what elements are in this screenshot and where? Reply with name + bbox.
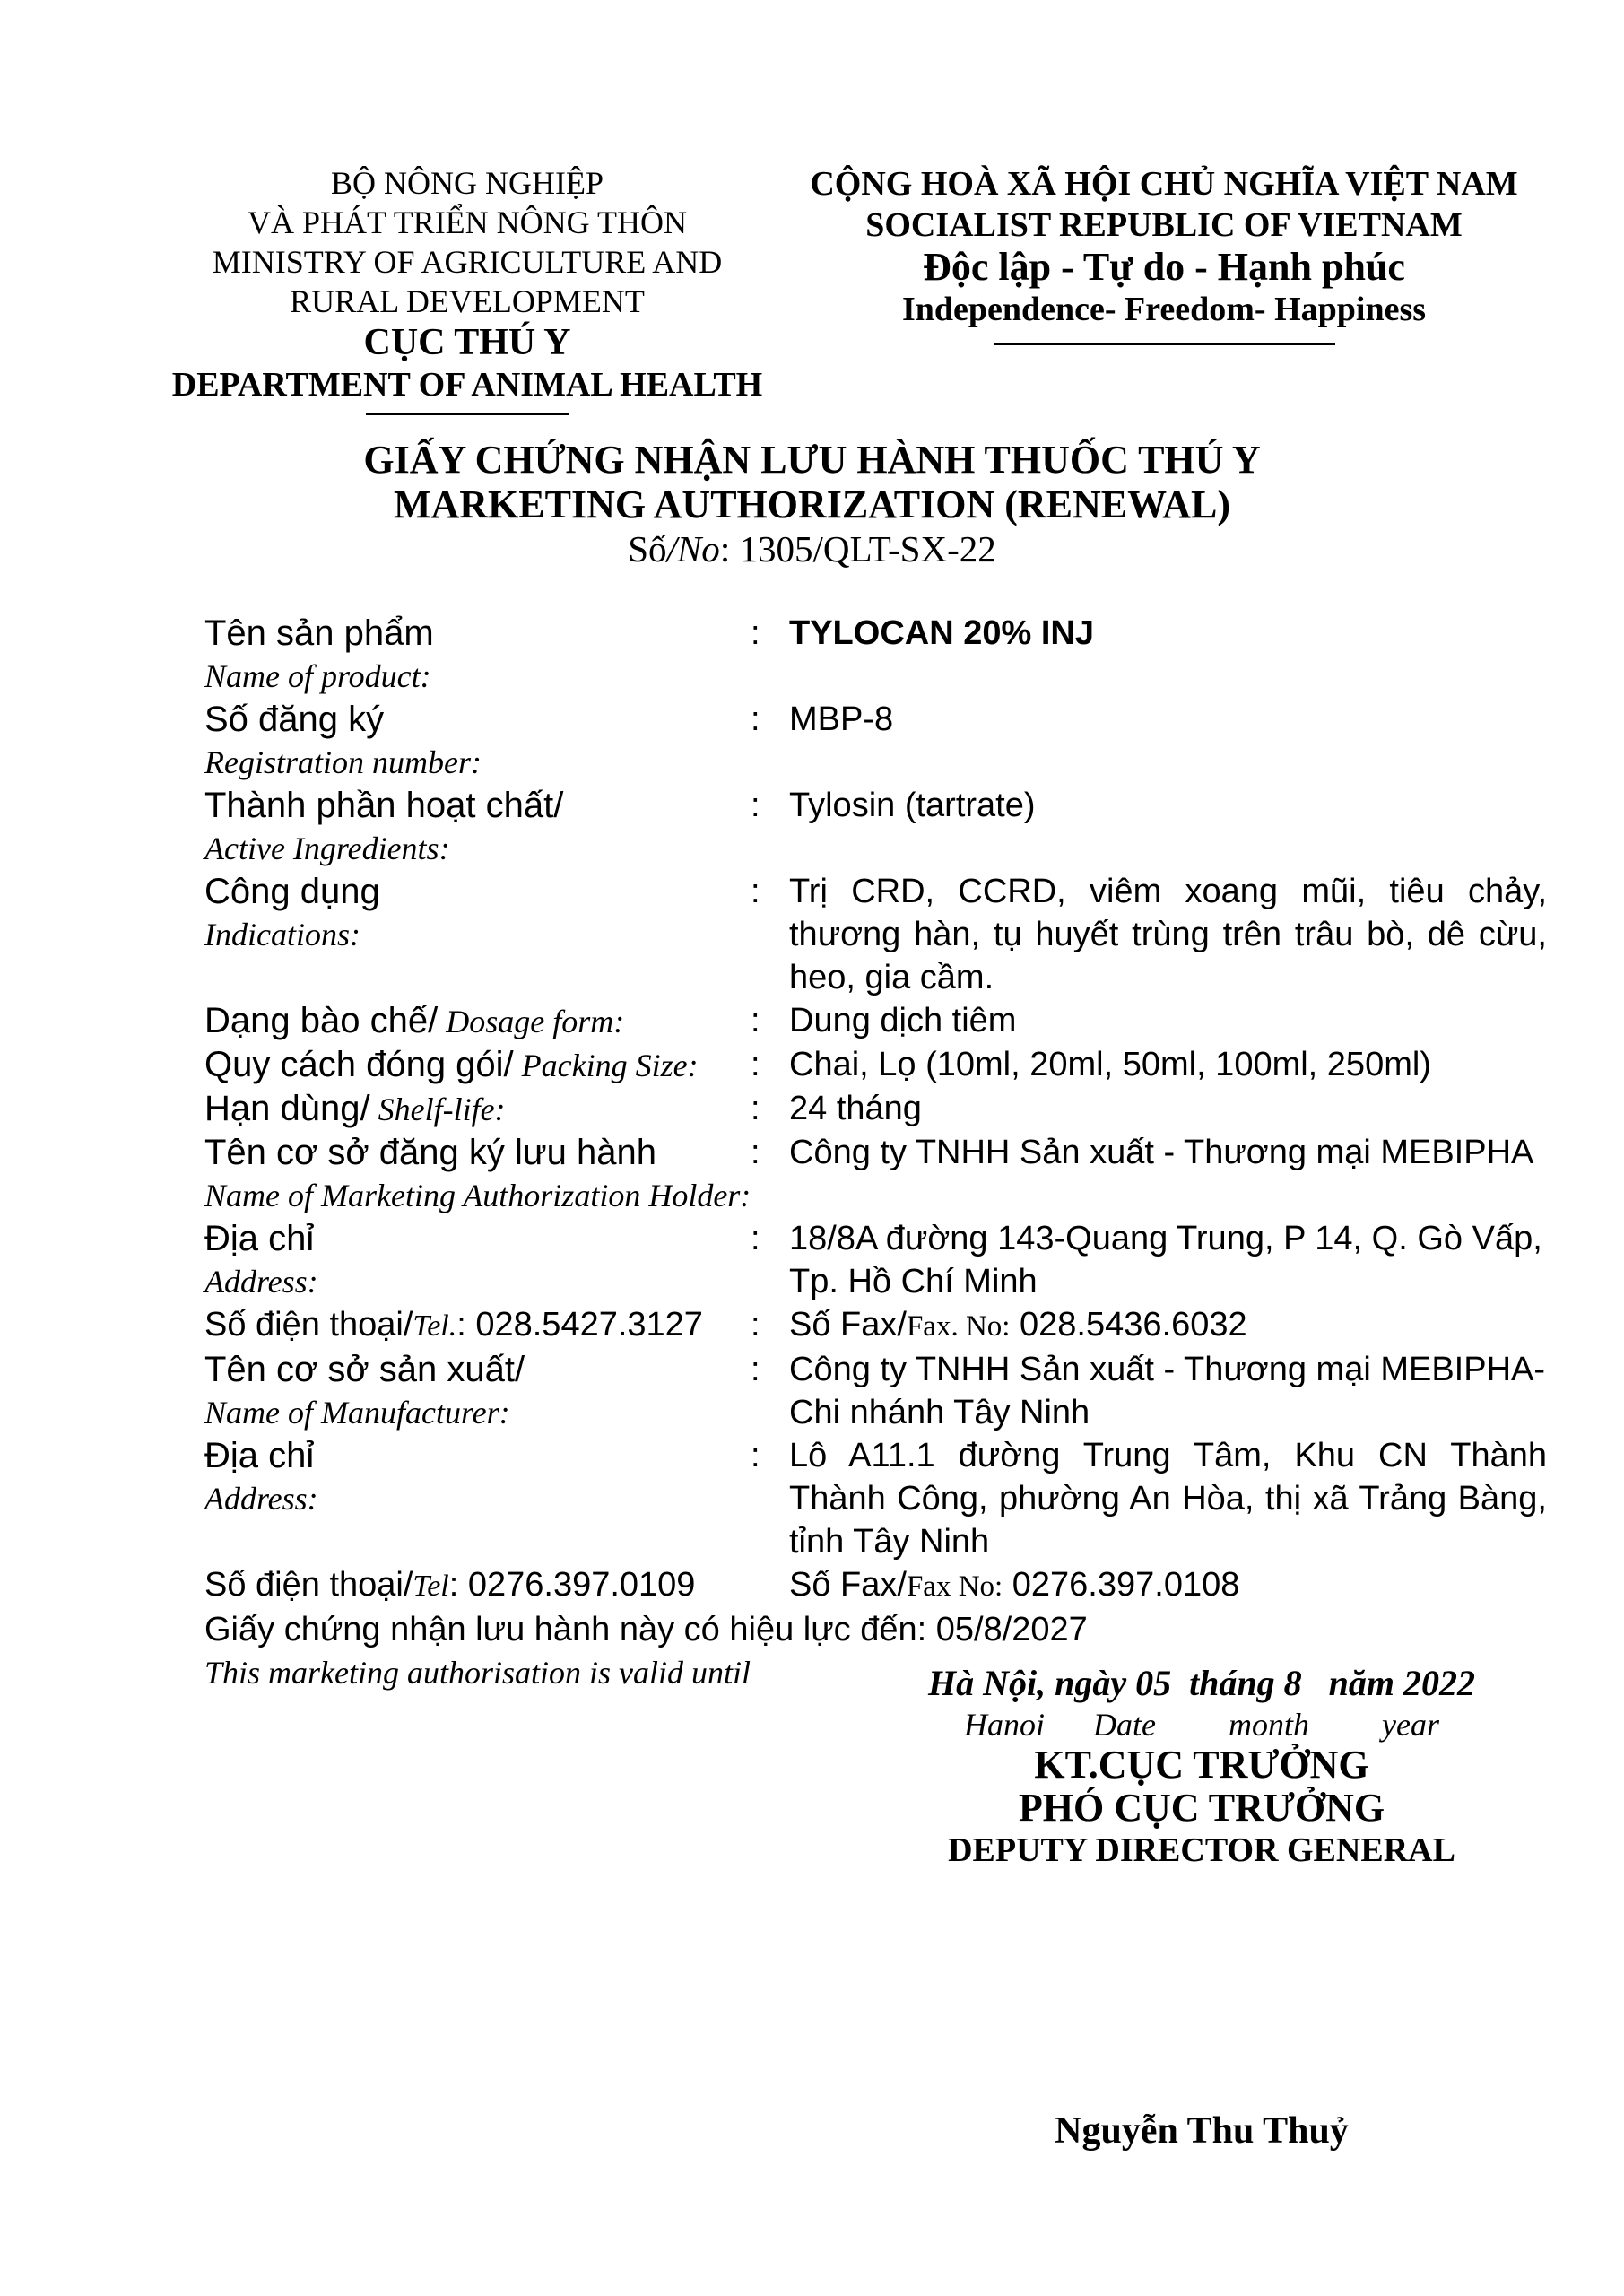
mfr-address-label-cell <box>204 1434 751 1520</box>
holder-label-en: Name of Marketing Authorization Holder: <box>204 1178 751 1213</box>
field-row-tel-fax-holder <box>204 1303 1547 1348</box>
ministry-line-vi-1: BỘ NÔNG NGHIỆP <box>331 165 604 201</box>
field-row-ingredient <box>204 784 1547 870</box>
field-row-indications <box>204 870 1547 999</box>
mfr-address-label-vi: Địa chỉ <box>204 1436 315 1475</box>
field-row-tel-fax-mfr <box>204 1563 1547 1608</box>
indications-colon: : <box>751 873 760 910</box>
registration-value: MBP-8 <box>789 700 894 738</box>
mfr-tel-cell <box>204 1563 751 1608</box>
ingredient-colon: : <box>751 787 760 824</box>
mfr-tel-label-en: Tel <box>413 1570 449 1603</box>
shelf-life-label-en: Shelf-life: <box>369 1091 506 1127</box>
holder-address-label-en: Address: <box>204 1264 318 1300</box>
holder-address-colon: : <box>751 1220 760 1257</box>
manufacturer-label-cell <box>204 1348 751 1434</box>
field-row-dosage <box>204 999 1547 1043</box>
dosage-label-en: Dosage form: <box>438 1004 625 1039</box>
header-left-divider <box>366 413 569 415</box>
holder-fax-label-vi: Số Fax/ <box>789 1306 907 1344</box>
product-colon: : <box>751 614 760 652</box>
signer-title-kt: KT.CỤC TRƯỞNG <box>1034 1743 1369 1787</box>
manufacturer-label-vi: Tên cơ sở sản xuất/ <box>204 1350 525 1389</box>
registration-colon: : <box>751 700 760 738</box>
signer-title-en: DEPUTY DIRECTOR GENERAL <box>948 1831 1455 1869</box>
shelf-life-colon: : <box>751 1090 760 1127</box>
validity-line-en: This marketing authorisation is valid until <box>204 1655 751 1691</box>
signature-date-vi: Hà Nội, ngày 05 tháng 8 năm 2022 <box>927 1663 1476 1703</box>
holder-value: Công ty TNHH Sản xuất - Thương mại MEBIPHA <box>789 1134 1534 1171</box>
packing-label-en: Packing Size: <box>513 1048 699 1083</box>
ministry-line-en-2: RURAL DEVELOPMENT <box>290 283 645 319</box>
field-row-manufacturer <box>204 1348 1547 1434</box>
manufacturer-colon: : <box>751 1351 760 1388</box>
holder-fax-cell <box>789 1303 1547 1348</box>
signature-block <box>807 1661 1596 2152</box>
signer-name: Nguyễn Thu Thuỷ <box>1055 2110 1349 2152</box>
product-label-en: Name of product: <box>204 658 431 694</box>
mfr-tel-label-vi: Số điện thoại/ <box>204 1566 413 1604</box>
mfr-fax-cell <box>789 1563 1547 1608</box>
product-label-vi: Tên sản phẩm <box>204 613 434 653</box>
holder-fax-colon: : <box>751 1306 760 1344</box>
signature-date-en: Hanoi Date month year <box>964 1707 1439 1743</box>
product-label-cell <box>204 612 751 698</box>
holder-tel-label-en: Tel. <box>413 1309 457 1343</box>
field-row-holder <box>204 1131 1547 1217</box>
shelf-life-label-vi: Hạn dùng/ <box>204 1089 370 1128</box>
dosage-label-cell <box>204 999 751 1043</box>
mfr-tel-value: : 0276.397.0109 <box>448 1566 696 1604</box>
mfr-address-label-en: Address: <box>204 1481 318 1517</box>
mfr-address-value: Lô A11.1 đường Trung Tâm, Khu CN Thành Thành Công, phường An Hòa, thị xã Trảng Bàng, tỉnh Tây Ninh <box>789 1437 1547 1561</box>
manufacturer-value: Công ty TNHH Sản xuất - Thương mại MEBIPHA- Chi nhánh Tây Ninh <box>789 1351 1546 1431</box>
holder-tel-label-vi: Số điện thoại/ <box>204 1306 413 1344</box>
registration-label-cell <box>204 698 751 784</box>
product-value: TYLOCAN 20% INJ <box>789 614 1094 652</box>
national-motto-en: Independence- Freedom- Happiness <box>901 291 1427 328</box>
national-title-en: SOCIALIST REPUBLIC OF VIETNAM <box>865 206 1463 244</box>
holder-tel-value: : 028.5427.3127 <box>456 1306 703 1344</box>
packing-colon: : <box>751 1046 760 1083</box>
ministry-line-vi-2: VÀ PHÁT TRIỂN NÔNG THÔN <box>247 204 687 240</box>
manufacturer-label-en: Name of Manufacturer: <box>204 1395 510 1431</box>
document-number-value: : 1305/QLT-SX-22 <box>719 528 996 570</box>
holder-address-value: 18/8A đường 143-Quang Trung, P 14, Q. Gò Vấp, Tp. Hồ Chí Minh <box>789 1220 1542 1300</box>
indications-label-vi: Công dụng <box>204 872 380 911</box>
department-name-en: DEPARTMENT OF ANIMAL HEALTH <box>171 366 763 404</box>
header-national-block <box>793 163 1535 345</box>
mfr-fax-value: 0276.397.0108 <box>1003 1566 1240 1604</box>
field-row-mfr-address <box>204 1434 1547 1563</box>
mfr-address-colon: : <box>751 1437 760 1474</box>
document-number-line <box>0 527 1624 570</box>
shelf-life-label-cell <box>204 1087 751 1131</box>
national-motto-vi: Độc lập - Tự do - Hạnh phúc <box>923 245 1405 289</box>
mfr-fax-label-en: Fax No: <box>906 1570 1003 1603</box>
field-row-registration <box>204 698 1547 784</box>
ingredient-label-vi: Thành phần hoạt chất/ <box>204 786 564 825</box>
holder-fax-label-en: Fax. No: <box>906 1310 1011 1343</box>
packing-label-cell <box>204 1043 751 1087</box>
dosage-label-vi: Dạng bào chế/ <box>204 1001 439 1040</box>
document-title-en: MARKETING AUTHORIZATION (RENEWAL) <box>393 483 1231 526</box>
department-name-vi: CỤC THÚ Y <box>363 322 571 363</box>
validity-line: Giấy chứng nhận lưu hành này có hiệu lực đến: 05/8/2027 <box>204 1611 1088 1648</box>
holder-fax-value: 028.5436.6032 <box>1010 1306 1247 1344</box>
field-row-shelf-life <box>204 1087 1547 1131</box>
shelf-life-value: 24 tháng <box>789 1090 922 1127</box>
indications-label-en: Indications: <box>204 917 360 952</box>
holder-address-label-vi: Địa chỉ <box>204 1219 315 1258</box>
packing-label-vi: Quy cách đóng gói/ <box>204 1045 514 1084</box>
ingredient-label-cell <box>204 784 751 870</box>
document-title-block <box>0 438 1624 570</box>
holder-label-vi: Tên cơ sở đăng ký lưu hành <box>204 1133 656 1172</box>
indications-label-cell <box>204 870 751 956</box>
registration-label-en: Registration number: <box>204 744 482 780</box>
number-label-en: /No <box>666 528 720 570</box>
national-title-vi: CỘNG HOÀ XÃ HỘI CHỦ NGHĨA VIỆT NAM <box>810 165 1518 203</box>
indications-value: Trị CRD, CCRD, viêm xoang mũi, tiêu chảy, thương hàn, tụ huyết trùng trên trâu bò, dê cừu, heo, gia cầm. <box>789 873 1547 996</box>
dosage-value: Dung dịch tiêm <box>789 1002 1017 1039</box>
mfr-fax-label-vi: Số Fax/ <box>789 1566 907 1604</box>
holder-label-cell <box>204 1131 751 1217</box>
ministry-line-en-1: MINISTRY OF AGRICULTURE AND <box>212 244 723 280</box>
header-right-divider <box>994 343 1335 345</box>
signer-title-pho: PHÓ CỤC TRƯỞNG <box>1018 1786 1385 1830</box>
dosage-colon: : <box>751 1002 760 1039</box>
field-row-packing <box>204 1043 1547 1087</box>
packing-value: Chai, Lọ (10ml, 20ml, 50ml, 100ml, 250ml) <box>789 1046 1431 1083</box>
header-ministry-block <box>103 163 831 415</box>
fields-section <box>204 612 1547 1694</box>
holder-address-label-cell <box>204 1217 751 1303</box>
field-row-product <box>204 612 1547 698</box>
field-row-holder-address <box>204 1217 1547 1303</box>
holder-colon: : <box>751 1134 760 1171</box>
registration-label-vi: Số đăng ký <box>204 700 385 739</box>
number-label-vi: Số <box>628 528 667 570</box>
holder-tel-cell <box>204 1303 751 1348</box>
ingredient-label-en: Active Ingredients: <box>204 831 450 866</box>
document-title-vi: GIẤY CHỨNG NHẬN LƯU HÀNH THUỐC THÚ Y <box>363 438 1261 482</box>
ingredient-value: Tylosin (tartrate) <box>789 787 1036 824</box>
